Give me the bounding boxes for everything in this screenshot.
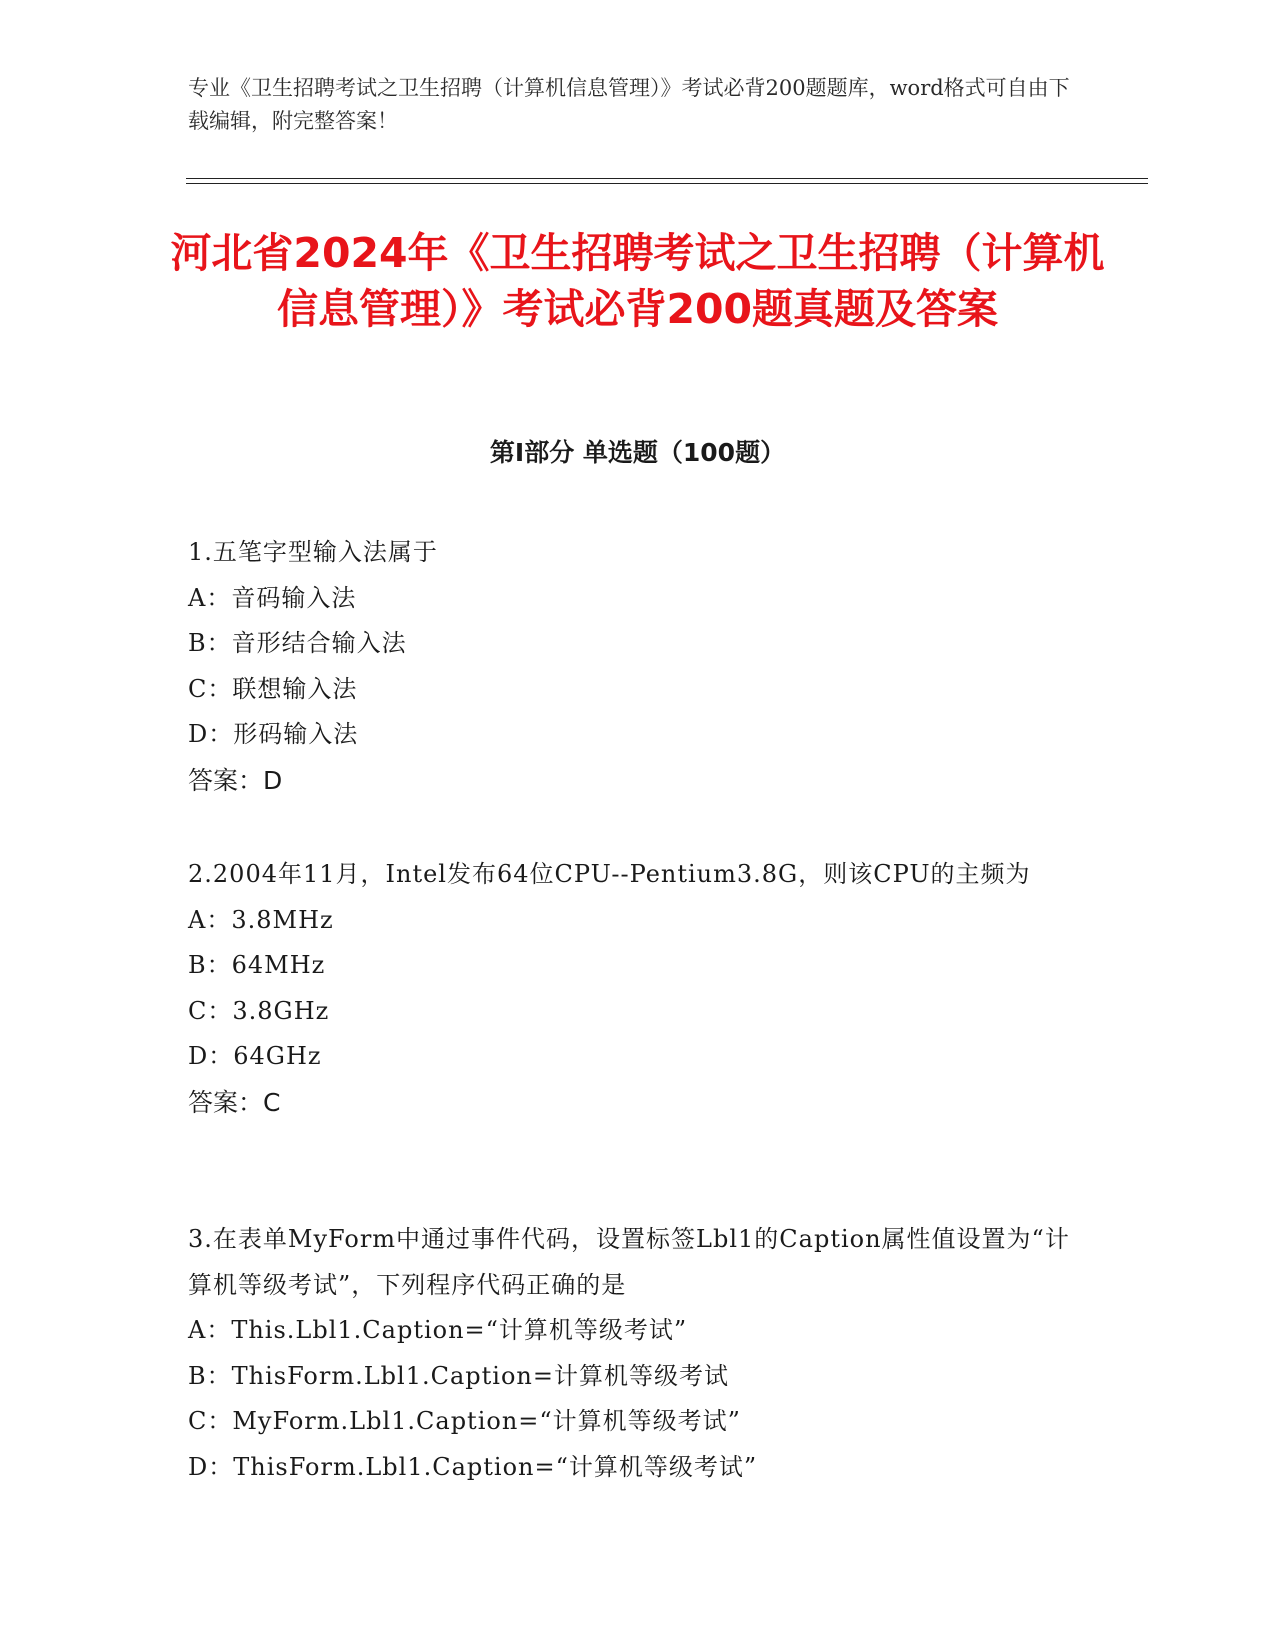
question-1 xyxy=(188,530,1088,803)
option-a: A：3.8MHz xyxy=(188,905,334,934)
option-d: D：ThisForm.Lbl1.Caption=“计算机等级考试” xyxy=(188,1452,758,1481)
header-note: 专业《卫生招聘考试之卫生招聘（计算机信息管理）》考试必背200题题库，word格式可自由下载编辑，附完整答案！ xyxy=(188,76,1070,133)
option-d: D：形码输入法 xyxy=(188,720,359,748)
question-3 xyxy=(188,1217,1088,1490)
header-divider-top xyxy=(186,178,1148,179)
option-c: C：MyForm.Lbl1.Caption=“计算机等级考试” xyxy=(188,1407,741,1435)
option-c: C：联想输入法 xyxy=(188,674,358,703)
option-b: B：ThisForm.Lbl1.Caption=计算机等级考试 xyxy=(188,1361,729,1390)
header-divider-bottom xyxy=(186,183,1148,184)
option-b: B：音形结合输入法 xyxy=(188,629,407,657)
option-a: A：This.Lbl1.Caption=“计算机等级考试” xyxy=(188,1316,688,1344)
section-title: 第Ⅰ部分 单选题（100题） xyxy=(489,438,786,467)
document-title: 河北省2024年《卫生招聘考试之卫生招聘（计算机信息管理）》考试必背200题真题及答案 xyxy=(170,229,1105,333)
answer-line: 答案：D xyxy=(188,765,283,795)
option-d: D：64GHz xyxy=(188,1042,322,1070)
option-c: C：3.8GHz xyxy=(188,996,330,1025)
question-2 xyxy=(188,852,1088,1125)
question-stem: 3.在表单MyForm中通过事件代码，设置标签Lbl1的Caption属性值设置为“计算机等级考试”，下列程序代码正确的是 xyxy=(188,1225,1070,1299)
option-a: A：音码输入法 xyxy=(188,583,357,612)
answer-line: 答案：C xyxy=(188,1087,281,1117)
option-b: B：64MHz xyxy=(188,951,326,979)
question-stem: 1.五笔字型输入法属于 xyxy=(188,538,438,566)
question-stem: 2.2004年11月，Intel发布64位CPU--Pentium3.8G，则该CPU的主频为 xyxy=(188,860,1031,888)
